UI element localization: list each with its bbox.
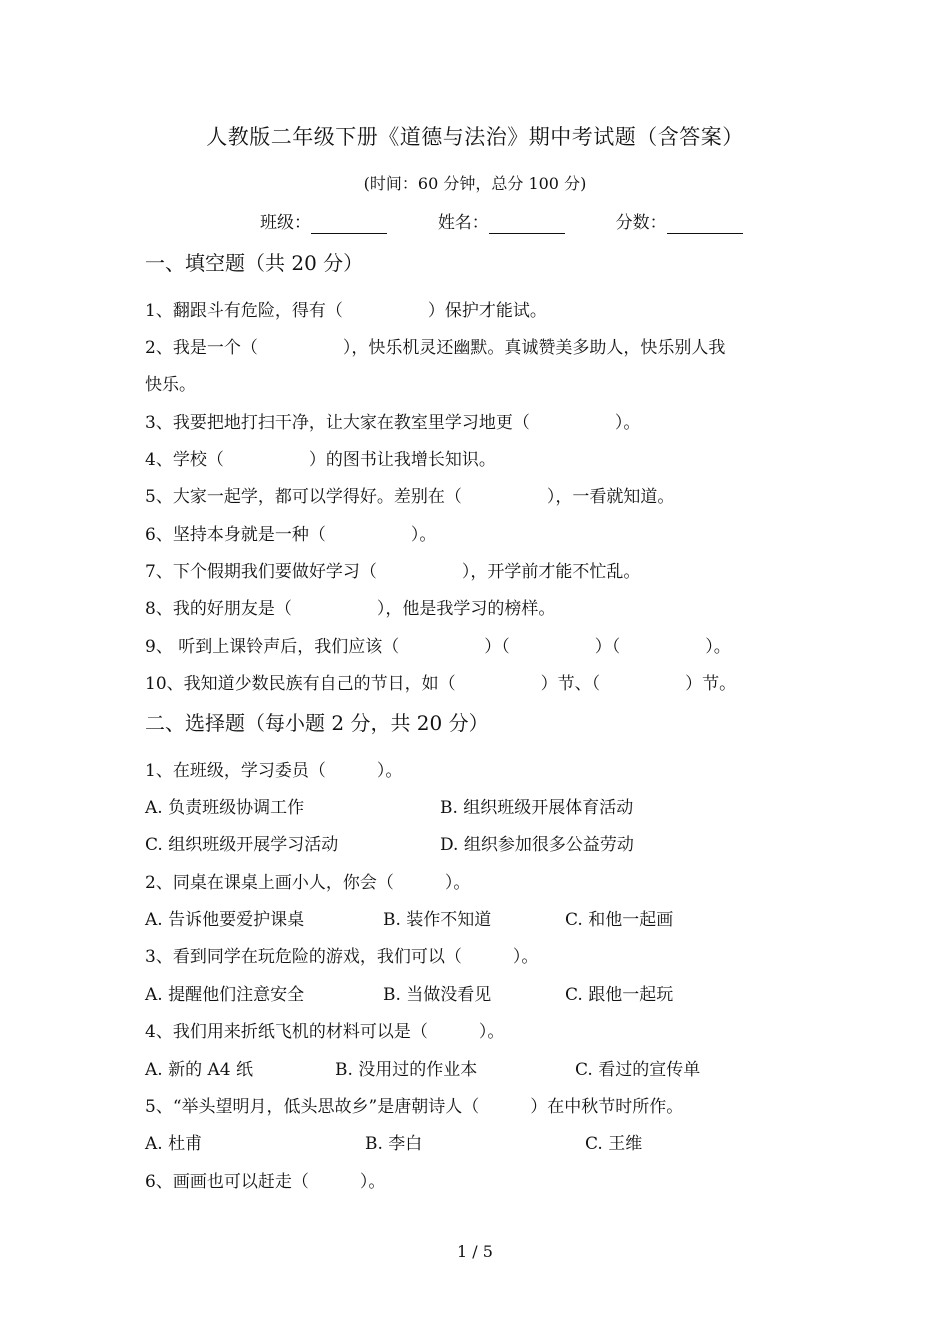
fill-question-4: 4、学校（ ）的图书让我增长知识。 xyxy=(145,450,496,470)
choice-4-option-b: B. 没用过的作业本 xyxy=(335,1060,478,1080)
fill-question-2-cont: 快乐。 xyxy=(145,375,196,395)
choice-1-option-d: D. 组织参加很多公益劳动 xyxy=(440,835,634,855)
page-number: 1 / 5 xyxy=(457,1242,493,1261)
choice-question-3: 3、看到同学在玩危险的游戏，我们可以（ ）。 xyxy=(145,947,539,967)
choice-3-option-c: C. 跟他一起玩 xyxy=(565,985,674,1005)
exam-time-score: (时间：60 分钟，总分 100 分) xyxy=(363,174,587,193)
choice-5-option-b: B. 李白 xyxy=(365,1134,423,1154)
choice-question-5: 5、“举头望明月，低头思故乡”是唐朝诗人（ ）在中秋节时所作。 xyxy=(145,1097,684,1117)
class-blank[interactable] xyxy=(311,213,387,234)
fill-question-5: 5、大家一起学，都可以学得好。差别在（ ），一看就知道。 xyxy=(145,487,675,507)
score-blank[interactable] xyxy=(667,213,743,234)
choice-4-option-a: A. 新的 A4 纸 xyxy=(145,1060,253,1080)
student-info-row xyxy=(260,208,743,234)
choice-1-option-c: C. 组织班级开展学习活动 xyxy=(145,835,339,855)
fill-question-3: 3、我要把地打扫干净，让大家在教室里学习地更（ ）。 xyxy=(145,413,641,433)
choice-3-option-b: B. 当做没看见 xyxy=(383,985,492,1005)
fill-question-1: 1、翻跟斗有危险，得有（ ）保护才能试。 xyxy=(145,301,547,321)
fill-question-8: 8、我的好朋友是（ ），他是我学习的榜样。 xyxy=(145,599,556,619)
choice-4-option-c: C. 看过的宣传单 xyxy=(575,1060,701,1080)
choice-3-option-a: A. 提醒他们注意安全 xyxy=(145,985,305,1005)
fill-question-7: 7、下个假期我们要做好学习（ ），开学前才能不忙乱。 xyxy=(145,562,641,582)
choice-2-option-c: C. 和他一起画 xyxy=(565,910,674,930)
choice-5-option-c: C. 王维 xyxy=(585,1134,643,1154)
choice-2-option-a: A. 告诉他要爱护课桌 xyxy=(145,910,305,930)
fill-question-10: 10、我知道少数民族有自己的节日，如（ ）节、（ ）节。 xyxy=(145,674,737,694)
choice-1-option-a: A. 负责班级协调工作 xyxy=(145,798,305,818)
choice-1-option-b: B. 组织班级开展体育活动 xyxy=(440,798,634,818)
choice-question-1: 1、在班级，学习委员（ ）。 xyxy=(145,761,403,781)
score-label: 分数： xyxy=(615,213,667,233)
fill-question-9: 9、 听到上课铃声后，我们应该（ ）（ ）（ ）。 xyxy=(145,637,731,657)
section-heading-choice: 二、选择题（每小题 2 分，共 20 分） xyxy=(145,711,489,735)
name-blank[interactable] xyxy=(489,213,565,234)
section-heading-fill-blank: 一、填空题（共 20 分） xyxy=(145,251,364,275)
class-label: 班级： xyxy=(260,213,311,233)
name-label: 姓名： xyxy=(437,213,489,233)
fill-question-6: 6、坚持本身就是一种（ ）。 xyxy=(145,525,437,545)
page-title: 人教版二年级下册《道德与法治》期中考试题（含答案） xyxy=(206,125,744,149)
fill-question-2: 2、我是一个（ ），快乐机灵还幽默。真诚赞美多助人，快乐别人我 xyxy=(145,338,726,358)
choice-question-2: 2、同桌在课桌上画小人，你会（ ）。 xyxy=(145,873,471,893)
choice-question-6: 6、画画也可以赶走（ ）。 xyxy=(145,1172,386,1192)
choice-5-option-a: A. 杜甫 xyxy=(145,1134,203,1154)
choice-2-option-b: B. 装作不知道 xyxy=(383,910,492,930)
choice-question-4: 4、我们用来折纸飞机的材料可以是（ ）。 xyxy=(145,1022,505,1042)
